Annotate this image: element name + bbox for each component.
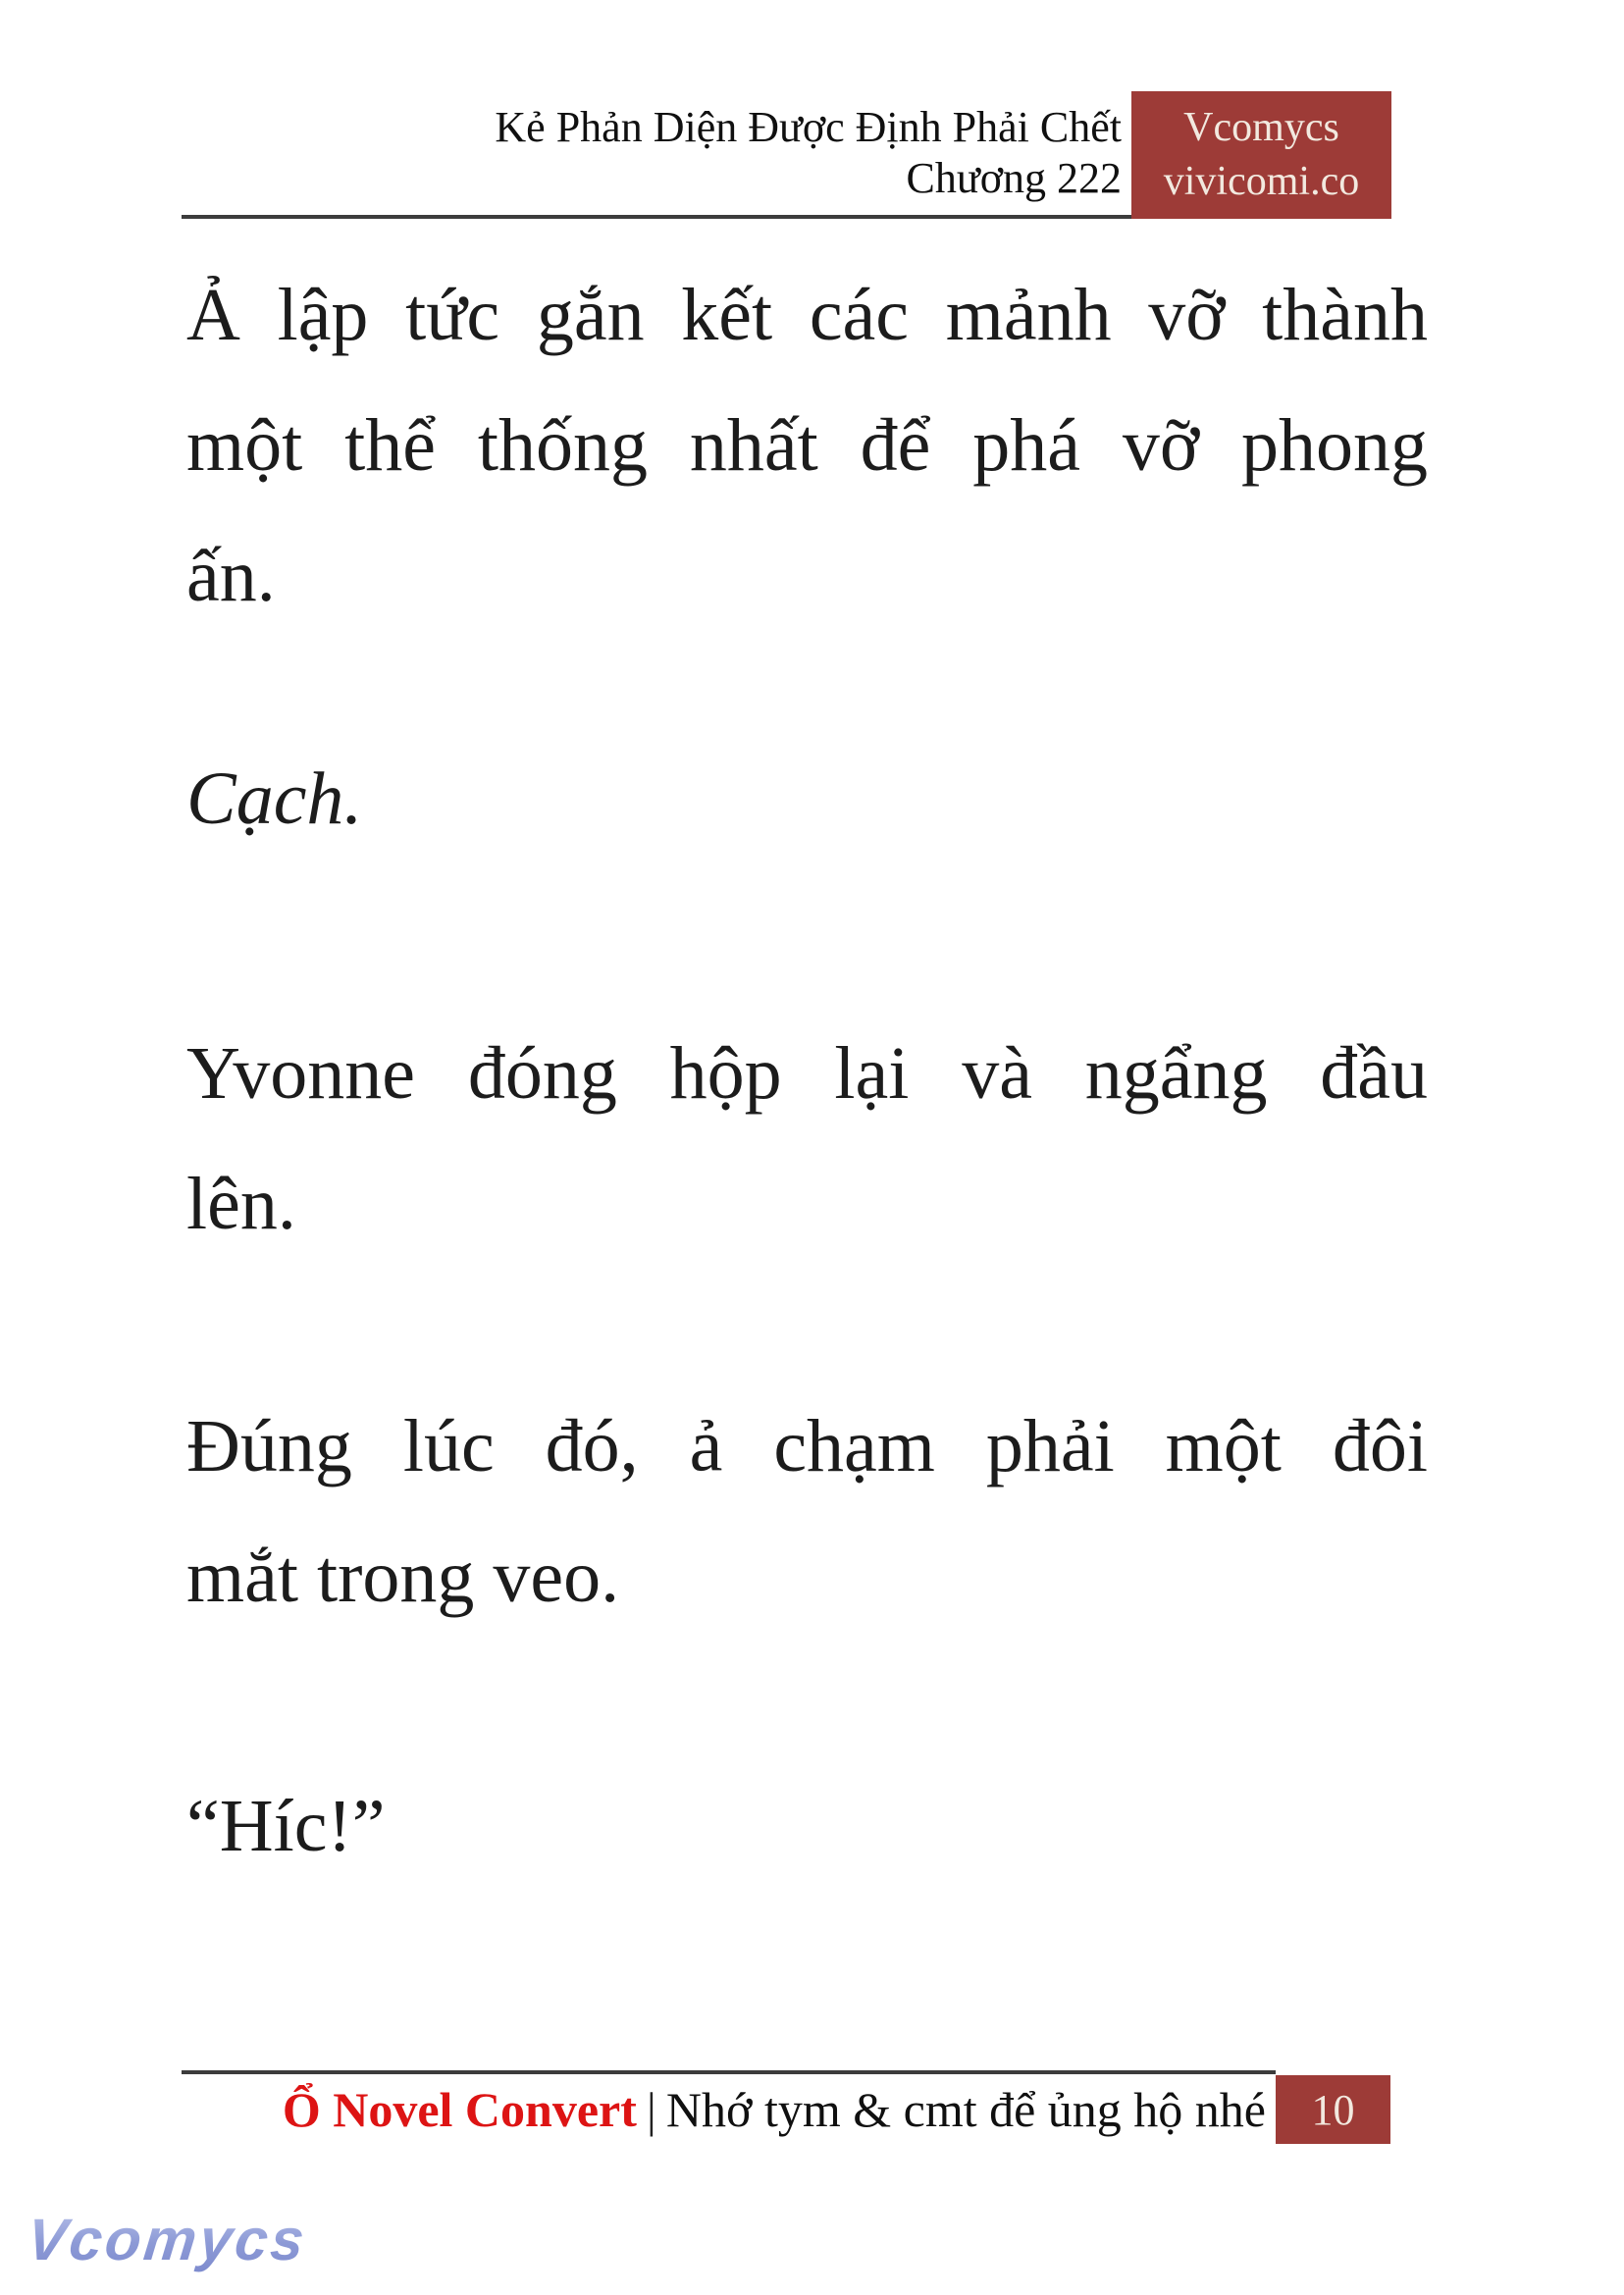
footer-brand: Ổ Novel Convert <box>282 2082 637 2137</box>
paragraph-line: mắt trong veo. <box>186 1536 620 1618</box>
paragraph-line: ấn. <box>186 535 276 617</box>
header-title-block <box>495 102 1122 204</box>
paragraph <box>186 1382 1428 1643</box>
paragraph-sfx <box>186 734 1428 864</box>
footer-separator: | <box>646 2082 656 2137</box>
page-number: 10 <box>1311 2085 1355 2134</box>
publisher-site: vivicomi.co <box>1163 159 1360 204</box>
footer-credit <box>186 2075 1266 2144</box>
paragraph <box>186 1009 1428 1270</box>
paragraph-dialogue <box>186 1761 1428 1892</box>
paragraph-line: một thể thống nhất để phá vỡ phong <box>186 404 1428 487</box>
footer-note: Nhớ tym & cmt để ủng hộ nhé <box>665 2082 1266 2137</box>
footer-divider <box>182 2070 1276 2074</box>
paragraph-line: Ả lập tức gắn kết các mảnh vỡ thành <box>186 274 1428 356</box>
paragraph-line: Yvonne đóng hộp lại và ngẩng đầu <box>186 1032 1428 1115</box>
header-divider <box>182 215 1131 219</box>
publisher-name: Vcomycs <box>1183 105 1339 150</box>
paragraph-line: Cạch. <box>186 757 363 840</box>
vcomycs-logo-watermark: Vcomycs <box>24 2207 311 2272</box>
publisher-badge <box>1131 91 1391 219</box>
paragraph <box>186 250 1428 642</box>
paragraph-line: “Híc!” <box>186 1785 386 1867</box>
paragraph-line: lên. <box>186 1163 296 1245</box>
page-title: Kẻ Phản Diện Được Định Phải Chết <box>495 103 1122 151</box>
page-number-badge <box>1276 2075 1390 2144</box>
paragraph-line: Đúng lúc đó, ả chạm phải một đôi <box>186 1405 1428 1487</box>
chapter-label: Chương 222 <box>906 154 1122 202</box>
